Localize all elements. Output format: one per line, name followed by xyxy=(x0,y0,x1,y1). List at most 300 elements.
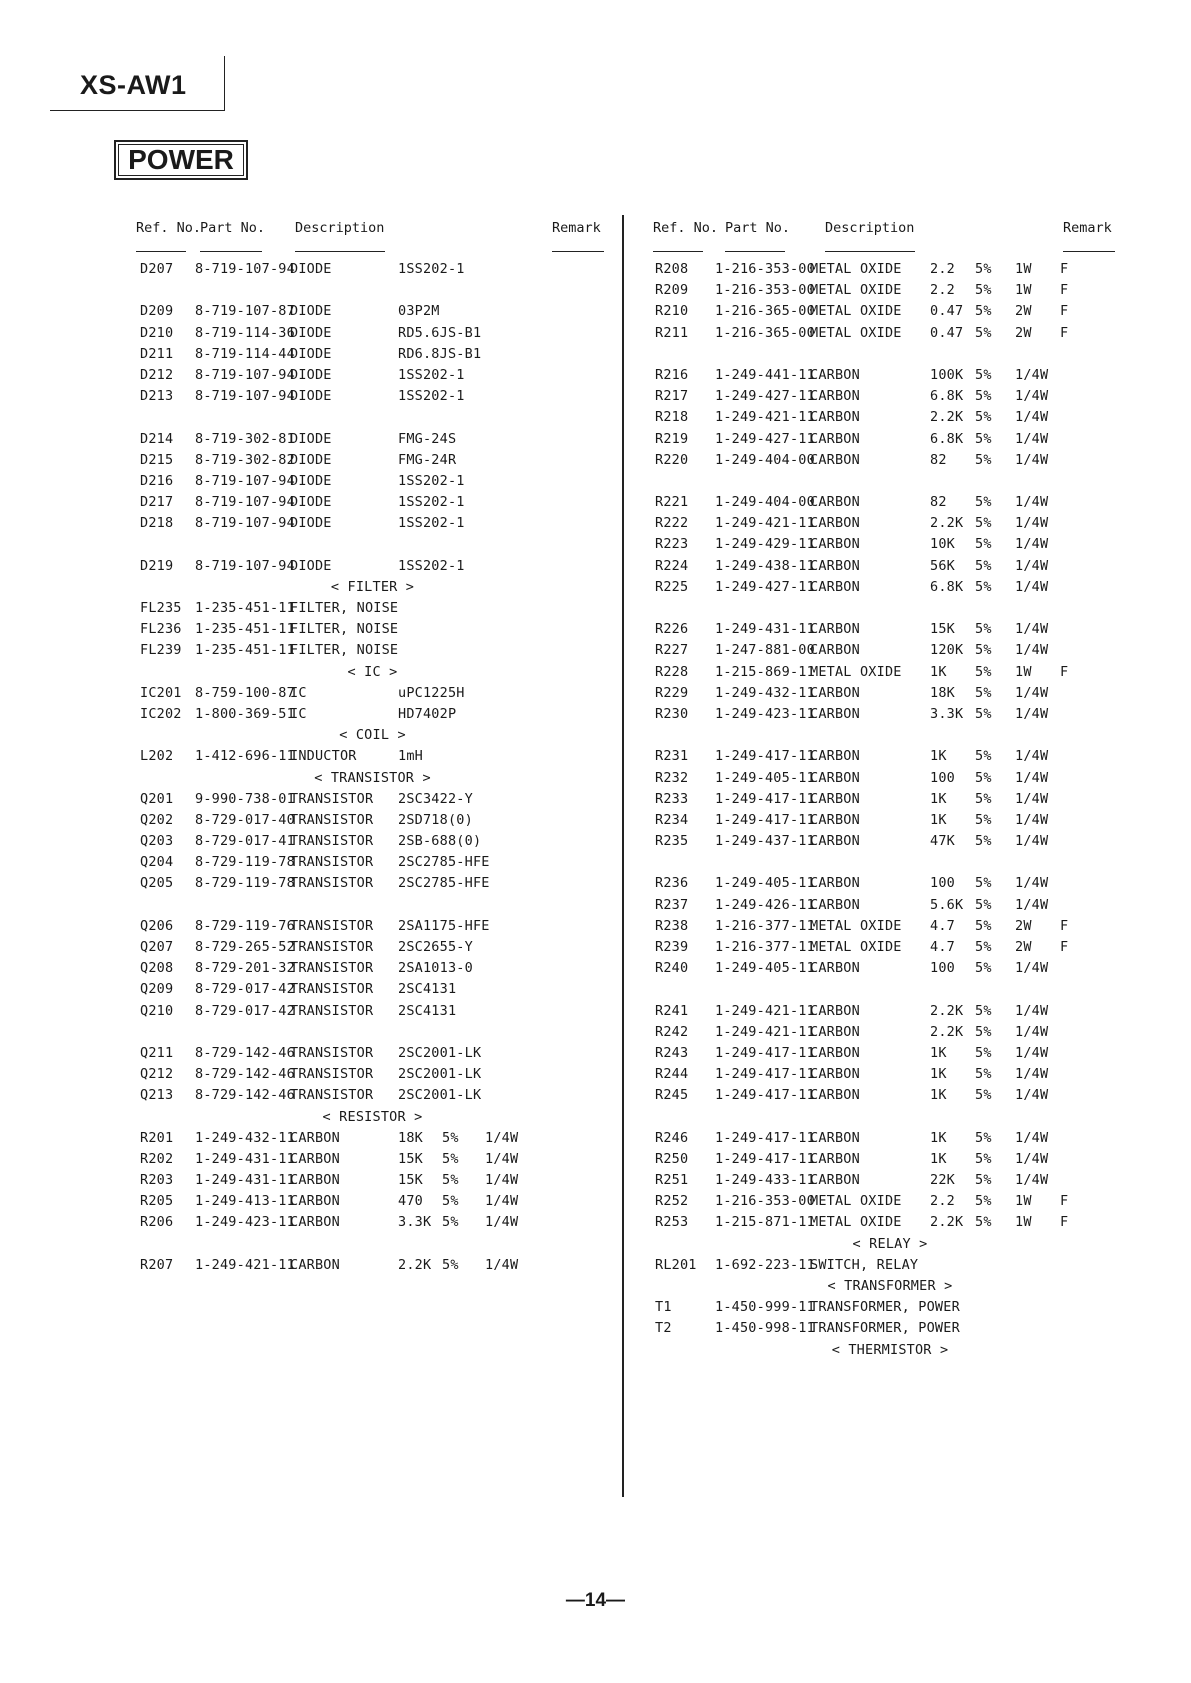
part-row xyxy=(655,1128,1125,1149)
ref-no: R241 xyxy=(655,1002,689,1019)
part-no: 1-249-427-11 xyxy=(715,388,815,405)
wattage: 1W xyxy=(1015,1193,1032,1210)
part-row xyxy=(655,1001,1125,1022)
part-no: 1-249-417-11 xyxy=(715,1129,815,1146)
part-row xyxy=(140,958,605,979)
description: CARBON xyxy=(290,1129,340,1146)
description: CARBON xyxy=(810,811,860,828)
ref-no: R251 xyxy=(655,1172,689,1189)
description: TRANSFORMER, POWER xyxy=(810,1320,960,1337)
value: 1K xyxy=(930,1150,947,1167)
part-row xyxy=(140,492,605,513)
part-no: 8-719-107-94 xyxy=(195,366,295,383)
wattage: 1/4W xyxy=(1015,494,1049,511)
part-row xyxy=(140,1191,605,1212)
group-heading: < COIL > xyxy=(339,727,406,744)
description: CARBON xyxy=(810,896,860,913)
tolerance: 5% xyxy=(975,917,992,934)
part-row xyxy=(655,577,1125,598)
wattage: 1W xyxy=(1015,1214,1032,1231)
tolerance: 5% xyxy=(975,875,992,892)
part-row xyxy=(655,492,1125,513)
value: uPC1225H xyxy=(398,684,465,701)
description: FILTER, NOISE xyxy=(290,621,399,638)
ref-no: Q213 xyxy=(140,1087,174,1104)
description: DIODE xyxy=(290,261,332,277)
value: 0.47 xyxy=(930,303,964,320)
tolerance: 5% xyxy=(975,557,992,574)
part-row xyxy=(655,1255,1125,1276)
description: CARBON xyxy=(810,833,860,850)
value: 1SS202-1 xyxy=(398,388,465,405)
description: METAL OXIDE xyxy=(810,663,902,680)
header-description: Description xyxy=(825,220,915,236)
tolerance: 5% xyxy=(975,515,992,532)
wattage: 1/4W xyxy=(1015,684,1049,701)
part-row xyxy=(655,810,1125,831)
ref-no: R246 xyxy=(655,1129,689,1146)
part-row xyxy=(140,556,605,577)
ref-no: R209 xyxy=(655,282,689,299)
part-row xyxy=(655,259,1125,280)
part-no: 8-719-107-94 xyxy=(195,261,295,277)
tolerance: 5% xyxy=(975,1129,992,1146)
remark: F xyxy=(1060,917,1069,934)
tolerance: 5% xyxy=(975,621,992,638)
wattage: 1/4W xyxy=(1015,409,1049,426)
part-row xyxy=(655,662,1125,683)
description: CARBON xyxy=(290,1172,340,1189)
part-no: 1-249-432-11 xyxy=(715,684,815,701)
tolerance: 5% xyxy=(975,1066,992,1083)
ref-no: R239 xyxy=(655,939,689,955)
description: TRANSISTOR xyxy=(290,1087,374,1104)
part-row xyxy=(140,471,605,492)
description: FILTER, NOISE xyxy=(290,600,399,616)
part-no: 1-216-377-11 xyxy=(715,939,815,955)
ref-no: FL235 xyxy=(140,600,182,616)
value: 47K xyxy=(930,833,955,850)
tolerance: 5% xyxy=(975,833,992,850)
tolerance: 5% xyxy=(975,409,992,426)
wattage: 1/4W xyxy=(485,1193,519,1210)
value: 1SS202-1 xyxy=(398,261,465,277)
description: CARBON xyxy=(810,684,860,701)
group-heading: < THERMISTOR > xyxy=(831,1341,949,1358)
part-no: 8-729-017-40 xyxy=(195,811,295,828)
ref-no: R237 xyxy=(655,896,689,913)
row-spacer xyxy=(140,407,605,428)
ref-no: FL236 xyxy=(140,621,182,638)
part-no: 1-249-404-00 xyxy=(715,451,815,468)
description: TRANSFORMER, POWER xyxy=(810,1299,960,1316)
description: CARBON xyxy=(810,1087,860,1104)
wattage: 1/4W xyxy=(1015,366,1049,383)
wattage: 1/4W xyxy=(1015,451,1049,468)
value: 2SC2655-Y xyxy=(398,939,473,955)
description: DIODE xyxy=(290,472,332,489)
row-spacer xyxy=(140,534,605,555)
wattage: 2W xyxy=(1015,939,1032,955)
description: DIODE xyxy=(290,345,332,362)
part-no: 1-249-427-11 xyxy=(715,430,815,447)
part-row xyxy=(140,1085,605,1106)
value: 22K xyxy=(930,1172,955,1189)
wattage: 1/4W xyxy=(1015,557,1049,574)
value: 1SS202-1 xyxy=(398,557,465,574)
value: 18K xyxy=(930,684,955,701)
description: CARBON xyxy=(810,430,860,447)
part-no: 1-249-431-11 xyxy=(195,1150,295,1167)
part-row xyxy=(140,1001,605,1022)
section-title-box xyxy=(114,140,248,180)
part-no: 8-719-107-94 xyxy=(195,472,295,489)
value: 10K xyxy=(930,536,955,553)
part-row xyxy=(140,1255,605,1276)
part-no: 1-249-421-11 xyxy=(715,1023,815,1040)
part-row xyxy=(140,937,605,958)
ref-no: R245 xyxy=(655,1087,689,1104)
ref-no: R253 xyxy=(655,1214,689,1231)
part-row xyxy=(140,746,605,767)
value: 1SS202-1 xyxy=(398,494,465,511)
tolerance: 5% xyxy=(975,1150,992,1167)
part-row xyxy=(655,1149,1125,1170)
part-no: 1-247-881-00 xyxy=(715,642,815,659)
header-remark-rule xyxy=(552,251,604,252)
description: TRANSISTOR xyxy=(290,854,374,871)
wattage: 1W xyxy=(1015,663,1032,680)
description: CARBON xyxy=(290,1256,340,1273)
part-no: 1-249-433-11 xyxy=(715,1172,815,1189)
ref-no: D217 xyxy=(140,494,174,511)
value: 1K xyxy=(930,790,947,807)
part-no: 1-249-417-11 xyxy=(715,811,815,828)
row-spacer xyxy=(140,895,605,916)
part-no: 1-249-417-11 xyxy=(715,1150,815,1167)
part-row xyxy=(655,301,1125,322)
description: INDUCTOR xyxy=(290,748,357,765)
part-no: 8-729-201-32 xyxy=(195,960,295,977)
value: 2.2 xyxy=(930,1193,955,1210)
value: 2SC2785-HFE xyxy=(398,875,490,892)
value: 2SC3422-Y xyxy=(398,790,473,807)
ref-no: L202 xyxy=(140,748,174,765)
part-no: 1-216-365-00 xyxy=(715,303,815,320)
value: 0.47 xyxy=(930,324,964,341)
ref-no: R229 xyxy=(655,684,689,701)
part-no: 1-450-999-11 xyxy=(715,1299,815,1316)
tolerance: 5% xyxy=(975,1044,992,1061)
part-no: 8-719-302-81 xyxy=(195,430,295,447)
part-row xyxy=(655,386,1125,407)
description: CARBON xyxy=(810,1023,860,1040)
description: TRANSISTOR xyxy=(290,939,374,955)
ref-no: D213 xyxy=(140,388,174,405)
row-spacer xyxy=(655,852,1125,873)
part-no: 1-216-377-11 xyxy=(715,917,815,934)
part-row xyxy=(140,598,605,619)
group-heading: < RELAY > xyxy=(852,1235,928,1252)
value: 2SA1175-HFE xyxy=(398,917,490,934)
header-part-no: Part No. xyxy=(725,220,791,236)
tolerance: 5% xyxy=(975,642,992,659)
left-column-header xyxy=(136,220,605,254)
description: DIODE xyxy=(290,303,332,320)
value: 470 xyxy=(398,1193,423,1210)
tolerance: 5% xyxy=(975,1023,992,1040)
wattage: 1/4W xyxy=(1015,1150,1049,1167)
part-no: 1-249-437-11 xyxy=(715,833,815,850)
description: CARBON xyxy=(290,1193,340,1210)
part-no: 8-729-142-46 xyxy=(195,1066,295,1083)
part-row xyxy=(140,852,605,873)
part-row xyxy=(655,1297,1125,1318)
value: 56K xyxy=(930,557,955,574)
part-no: 1-249-423-11 xyxy=(715,705,815,722)
part-no: 1-249-427-11 xyxy=(715,578,815,595)
part-row xyxy=(655,873,1125,894)
value: 100 xyxy=(930,875,955,892)
description: TRANSISTOR xyxy=(290,917,374,934)
group-heading: < TRANSFORMER > xyxy=(827,1278,953,1294)
ref-no: R235 xyxy=(655,833,689,850)
wattage: 1/4W xyxy=(1015,1087,1049,1104)
wattage: 1/4W xyxy=(485,1129,519,1146)
description: CARBON xyxy=(810,366,860,383)
part-no: 1-249-421-11 xyxy=(715,515,815,532)
part-no: 1-216-353-00 xyxy=(715,1193,815,1210)
ref-no: R233 xyxy=(655,790,689,807)
part-row xyxy=(655,958,1125,979)
description: METAL OXIDE xyxy=(810,303,902,320)
header-part-no: Part No. xyxy=(200,220,266,236)
header-remark: Remark xyxy=(552,220,601,236)
ref-no: R234 xyxy=(655,811,689,828)
tolerance: 5% xyxy=(975,261,992,277)
part-no: 1-249-441-11 xyxy=(715,366,815,383)
description: TRANSISTOR xyxy=(290,1066,374,1083)
part-row xyxy=(655,704,1125,725)
part-row xyxy=(655,683,1125,704)
header-ref-no: Ref. No. xyxy=(136,220,202,236)
part-row xyxy=(655,1170,1125,1191)
description: CARBON xyxy=(290,1214,340,1231)
description: DIODE xyxy=(290,324,332,341)
part-row xyxy=(655,1022,1125,1043)
part-no: 1-249-417-11 xyxy=(715,748,815,765)
part-row xyxy=(140,259,605,280)
row-spacer xyxy=(655,598,1125,619)
description: CARBON xyxy=(810,1129,860,1146)
remark: F xyxy=(1060,324,1069,341)
wattage: 1/4W xyxy=(1015,875,1049,892)
ref-no: R230 xyxy=(655,705,689,722)
remark: F xyxy=(1060,1193,1069,1210)
ref-no: D211 xyxy=(140,345,174,362)
ref-no: Q209 xyxy=(140,981,174,998)
description: CARBON xyxy=(810,1172,860,1189)
value: 1SS202-1 xyxy=(398,515,465,532)
ref-no: RL201 xyxy=(655,1256,697,1273)
part-no: 1-692-223-11 xyxy=(715,1256,815,1273)
ref-no: Q204 xyxy=(140,854,174,871)
value: 2SC2001-LK xyxy=(398,1044,482,1061)
part-no: 1-249-413-11 xyxy=(195,1193,295,1210)
value: 1mH xyxy=(398,748,423,765)
part-no: 8-729-017-42 xyxy=(195,1002,295,1019)
ref-no: Q207 xyxy=(140,939,174,955)
description: DIODE xyxy=(290,366,332,383)
ref-no: R203 xyxy=(140,1172,174,1189)
part-row xyxy=(140,683,605,704)
part-row xyxy=(140,1128,605,1149)
wattage: 1W xyxy=(1015,282,1032,299)
ref-no: R216 xyxy=(655,366,689,383)
ref-no: R202 xyxy=(140,1150,174,1167)
value: 2SC2001-LK xyxy=(398,1087,482,1104)
part-no: 1-249-417-11 xyxy=(715,790,815,807)
ref-no: Q211 xyxy=(140,1044,174,1061)
ref-no: R244 xyxy=(655,1066,689,1083)
tolerance: 5% xyxy=(975,811,992,828)
ref-no: R210 xyxy=(655,303,689,320)
part-no: 1-249-421-11 xyxy=(195,1256,295,1273)
part-no: 1-249-438-11 xyxy=(715,557,815,574)
tolerance: 5% xyxy=(975,388,992,405)
ref-no: R238 xyxy=(655,917,689,934)
part-row xyxy=(140,1149,605,1170)
value: 1K xyxy=(930,663,947,680)
part-row xyxy=(655,916,1125,937)
header-ref-rule xyxy=(136,251,186,252)
header-part-rule xyxy=(725,251,785,252)
part-row xyxy=(140,979,605,1000)
wattage: 1/4W xyxy=(1015,621,1049,638)
ref-no: D216 xyxy=(140,472,174,489)
description: METAL OXIDE xyxy=(810,324,902,341)
wattage: 1/4W xyxy=(1015,960,1049,977)
ref-no: R208 xyxy=(655,261,689,277)
part-no: 1-249-429-11 xyxy=(715,536,815,553)
ref-no: R206 xyxy=(140,1214,174,1231)
tolerance: 5% xyxy=(975,663,992,680)
part-row xyxy=(655,513,1125,534)
row-spacer xyxy=(655,979,1125,1000)
model-vertical-rule xyxy=(224,56,225,111)
description: TRANSISTOR xyxy=(290,833,374,850)
ref-no: R228 xyxy=(655,663,689,680)
part-row xyxy=(655,280,1125,301)
ref-no: R218 xyxy=(655,409,689,426)
description: DIODE xyxy=(290,557,332,574)
part-no: 1-450-998-11 xyxy=(715,1320,815,1337)
wattage: 1/4W xyxy=(1015,578,1049,595)
part-no: 8-729-119-78 xyxy=(195,854,295,871)
description: METAL OXIDE xyxy=(810,1193,902,1210)
part-no: 1-249-423-11 xyxy=(195,1214,295,1231)
wattage: 1/4W xyxy=(1015,705,1049,722)
part-no: 1-216-365-00 xyxy=(715,324,815,341)
part-row xyxy=(655,937,1125,958)
part-row xyxy=(140,365,605,386)
ref-no: R232 xyxy=(655,769,689,786)
part-no: 8-729-142-46 xyxy=(195,1044,295,1061)
section-title: POWER xyxy=(118,144,244,176)
part-no: 1-249-431-11 xyxy=(195,1172,295,1189)
wattage: 1/4W xyxy=(1015,1129,1049,1146)
description: DIODE xyxy=(290,494,332,511)
part-row xyxy=(655,1064,1125,1085)
value: 4.7 xyxy=(930,939,955,955)
group-heading: < RESISTOR > xyxy=(322,1108,423,1125)
part-row xyxy=(140,1043,605,1064)
part-no: 8-729-017-41 xyxy=(195,833,295,850)
part-no: 8-759-100-87 xyxy=(195,684,295,701)
ref-no: R211 xyxy=(655,324,689,341)
value: 2SC2785-HFE xyxy=(398,854,490,871)
part-no: 1-235-451-11 xyxy=(195,621,295,638)
part-no: 1-249-417-11 xyxy=(715,1066,815,1083)
ref-no: IC201 xyxy=(140,684,182,701)
part-row xyxy=(655,450,1125,471)
part-no: 8-729-142-46 xyxy=(195,1087,295,1104)
description: CARBON xyxy=(810,388,860,405)
value: 1SS202-1 xyxy=(398,366,465,383)
tolerance: 5% xyxy=(975,324,992,341)
tolerance: 5% xyxy=(975,1087,992,1104)
part-row xyxy=(655,1212,1125,1233)
tolerance: 5% xyxy=(975,960,992,977)
ref-no: Q210 xyxy=(140,1002,174,1019)
value: 100 xyxy=(930,769,955,786)
value: 15K xyxy=(930,621,955,638)
ref-no: R236 xyxy=(655,875,689,892)
ref-no: R201 xyxy=(140,1129,174,1146)
remark: F xyxy=(1060,261,1069,277)
ref-no: IC202 xyxy=(140,705,182,722)
description: TRANSISTOR xyxy=(290,1044,374,1061)
tolerance: 5% xyxy=(975,1002,992,1019)
description: CARBON xyxy=(810,578,860,595)
part-no: 8-719-302-82 xyxy=(195,451,295,468)
part-row xyxy=(655,365,1125,386)
value: 3.3K xyxy=(398,1214,432,1231)
value: 2SC2001-LK xyxy=(398,1066,482,1083)
ref-no: R231 xyxy=(655,748,689,765)
part-no: 8-719-114-36 xyxy=(195,324,295,341)
part-row xyxy=(140,619,605,640)
description: CARBON xyxy=(810,1150,860,1167)
ref-no: Q212 xyxy=(140,1066,174,1083)
part-row xyxy=(655,1043,1125,1064)
ref-no: R250 xyxy=(655,1150,689,1167)
description: FILTER, NOISE xyxy=(290,642,399,659)
right-parts-list xyxy=(655,259,1125,1361)
part-row xyxy=(140,301,605,322)
part-no: 1-249-405-11 xyxy=(715,875,815,892)
value: 3.3K xyxy=(930,705,964,722)
wattage: 1/4W xyxy=(1015,388,1049,405)
wattage: 1/4W xyxy=(485,1150,519,1167)
part-no: 8-719-114-44 xyxy=(195,345,295,362)
tolerance: 5% xyxy=(975,705,992,722)
description: CARBON xyxy=(810,875,860,892)
wattage: 1/4W xyxy=(485,1256,519,1273)
group-heading: < FILTER > xyxy=(330,578,415,595)
value: FMG-24S xyxy=(398,430,457,447)
part-row xyxy=(655,789,1125,810)
